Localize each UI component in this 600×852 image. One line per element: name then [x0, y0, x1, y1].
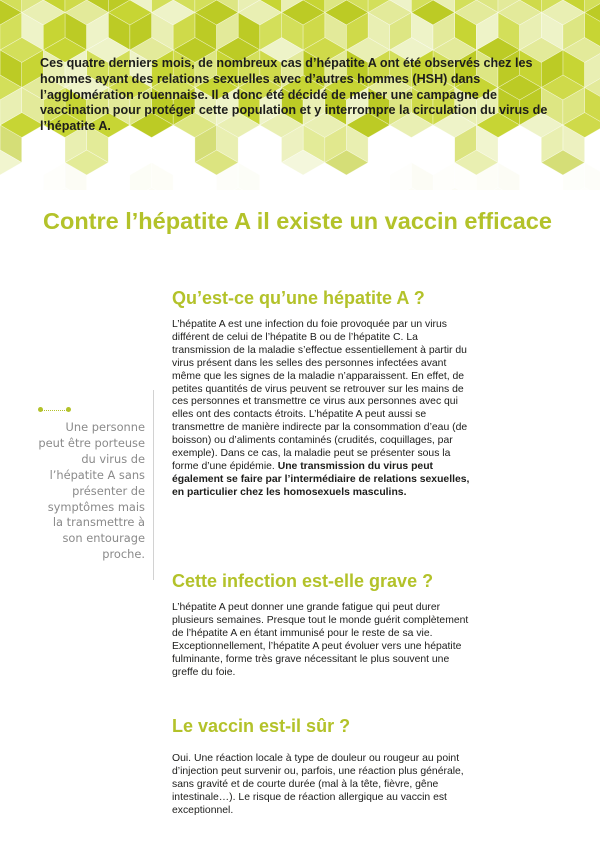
hexagon-cell	[130, 163, 173, 191]
section-body-vaccine-safety: Oui. Une réaction locale à type de douleur ou rougeur au point d’injection peut survenir ou, parfois, une réaction plus générale, sans gravité et de courte durée (mal à la tête, fièvre, gêne intestinale…). Le risque de réaction allergique au vaccin est exceptionnel.	[172, 753, 464, 816]
section-body-what-is-text: L’hépatite A est une infection du foie provoquée par un virus différent de celui de l’hépatite B ou de l’hépatite C. La transmission de la maladie s’effectue essentiellement à partir du virus présent dans les selles des personnes infectées avant même que les signes de la maladie n’apparaissent. En effet, de petites quantités de virus peuvent se retrouver sur les mains de ces personnes et transmettre ce virus aux personnes avec qui elles ont des contacts étroits. L’hépatite A peut aussi se transmettre de manière indirecte par la consommation d’eau (de boisson) ou d’aliments contaminés (crudités, coquillages, par exemple). Dans ce cas, la maladie peut se présenter sous la forme d’une épidémie.	[172, 319, 468, 472]
intro-paragraph: Ces quatre derniers mois, de nombreux cas d’hépatite A ont été observés chez les hommes ayant des relations sexuelles avec d’autres hommes (HSH) dans l’agglomération rouennaise. Il a donc été décidé de mener une campagne de vaccination pour protéger cette population et y interrompre la circulation du virus de l’hépatite A.	[40, 56, 548, 134]
hexagon-cell	[390, 163, 433, 191]
sidebar-quote-rule	[40, 410, 67, 411]
section-heading-vaccine-safety: Le vaccin est-il sûr ?	[172, 716, 351, 736]
section-heading-what-is: Qu’est-ce qu’une hépatite A ?	[172, 288, 425, 308]
sidebar-divider	[153, 390, 154, 580]
section-body-severity: L’hépatite A peut donner une grande fatigue qui peut durer plusieurs semaines. Presque tout le monde guérit complètement de l’hépatite A en étant immunisé pour le reste de sa vie. Exceptionnellement, l’hépatite A peut évoluer vers une hépatite fulminante, forme très grave nécessitant le plus souvent une greffe du foie.	[172, 602, 469, 678]
sidebar-quote-dot-left	[38, 407, 43, 412]
sidebar-quote: Une personne peut être porteuse du virus de l’hépatite A sans présenter de symptômes mais la transmettre à son entourage proche.	[38, 420, 145, 562]
section-body-what-is	[172, 319, 477, 500]
page-title: Contre l’hépatite A il existe un vaccin efficace	[43, 208, 552, 234]
section-heading-severity: Cette infection est-elle grave ?	[172, 571, 434, 591]
sidebar-quote-dot-right	[66, 407, 71, 412]
section-body-what-is-bold: Une transmission du virus peut également se faire par l’intermédiaire de relations sexuelles, en particulier chez les homosexuels masculins.	[172, 460, 470, 498]
